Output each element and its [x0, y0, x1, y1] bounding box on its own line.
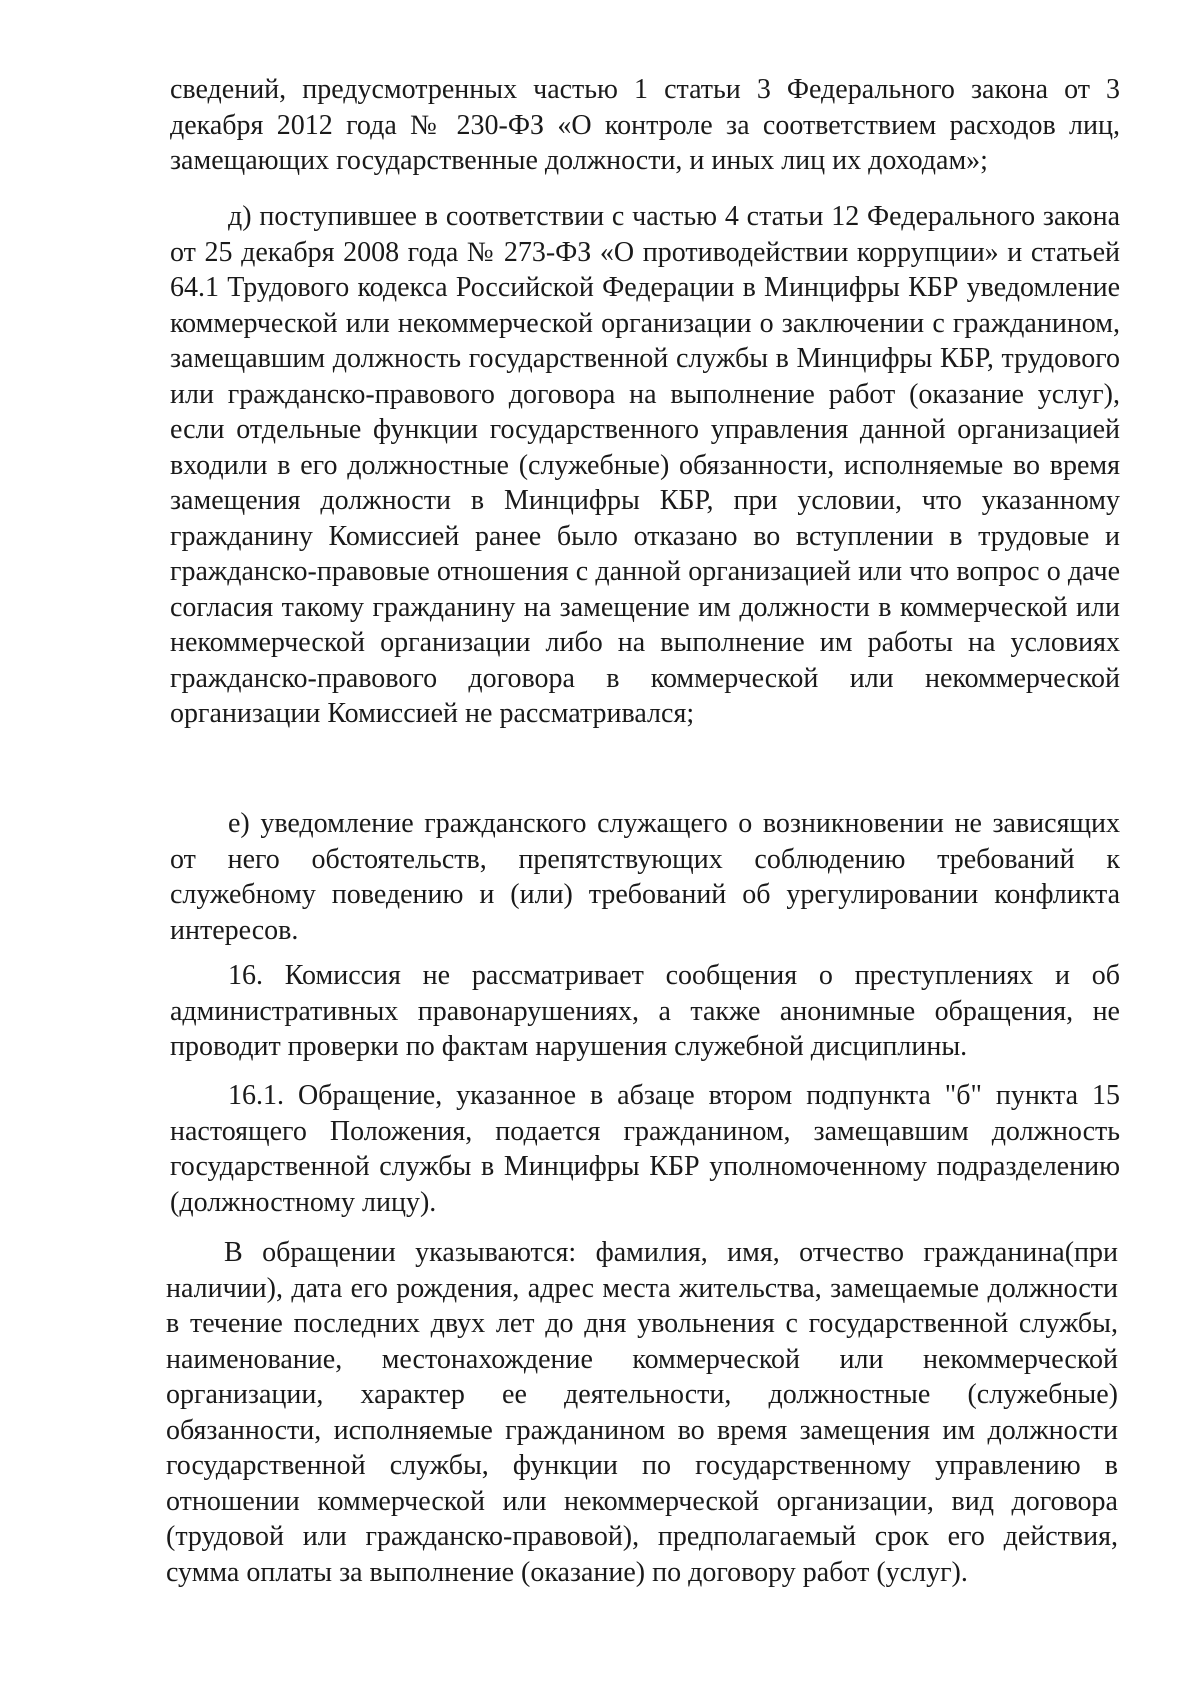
paragraph-item-e: [170, 806, 1120, 948]
paragraph-text: сведений, предусмотренных частью 1 статьи 3 Федерального закона от 3 декабря 2012 года № 230-ФЗ «О контроле за соответствием расходов лиц, замещающих государственные должности, и иных лиц их доходам»;: [170, 74, 1120, 176]
paragraph-text: е) уведомление гражданского служащего о возникновении не зависящих от него обстоятельств, препятствующих соблюдению требований к служебному поведению и (или) требований об урегулировании конфликта интересов.: [170, 808, 1120, 946]
paragraph-continuation: [170, 72, 1120, 179]
paragraph-text: 16.1. Обращение, указанное в абзаце втором подпункта "б" пункта 15 настоящего Положения, подается гражданином, замещавшим должность государственной службы в Минцифры КБР уполномоченному подразделению (должностному лицу).: [170, 1080, 1120, 1218]
paragraph-16-1: [170, 1078, 1120, 1220]
paragraph-text: 16. Комиссия не рассматривает сообщения о преступлениях и об административных правонарушениях, а также анонимные обращения, не проводит проверки по фактам нарушения служебной дисциплины.: [170, 960, 1120, 1062]
paragraph-appeal-contents: [166, 1235, 1118, 1590]
paragraph-text: д) поступившее в соответствии с частью 4 статьи 12 Федерального закона от 25 декабря 2008 года № 273-ФЗ «О противодействии коррупции» и статьей 64.1 Трудового кодекса Российской Федерации в Минцифры КБР уведомление коммерческой или некоммерческой организации о заключении с гражданином, замещавшим должность государственной службы в Минцифры КБР, трудового или гражданско-правового договора на выполнение работ (оказание услуг), если отдельные функции государственного управления данной организацией входили в его должностные (служебные) обязанности, исполняемые во время замещения должности в Минцифры КБР, при условии, что указанному гражданину Комиссией ранее было отказано во вступлении в трудовые и гражданско-правовые отношения с данной организацией или что вопрос о даче согласия такому гражданину на замещение им должности в коммерческой или некоммерческой организации либо на выполнение им работы на условиях гражданско-правового договора в коммерческой или некоммерческой организации Комиссией не рассматривался;: [170, 201, 1120, 729]
paragraph-16: [170, 958, 1120, 1065]
paragraph-text: В обращении указываются: фамилия, имя, отчество гражданина(при наличии), дата его рождения, адрес места жительства, замещаемые должности в течение последних двух лет до дня увольнения с государственной службы, наименование, местонахождение коммерческой или некоммерческой организации, характер ее деятельности, должностные (служебные) обязанности, исполняемые гражданином во время замещения им должности государственной службы, функции по государственному управлению в отношении коммерческой или некоммерческой организации, вид договора (трудовой или гражданско-правовой), предполагаемый срок его действия, сумма оплаты за выполнение (оказание) по договору работ (услуг).: [166, 1237, 1118, 1588]
paragraph-item-d: [170, 199, 1120, 732]
